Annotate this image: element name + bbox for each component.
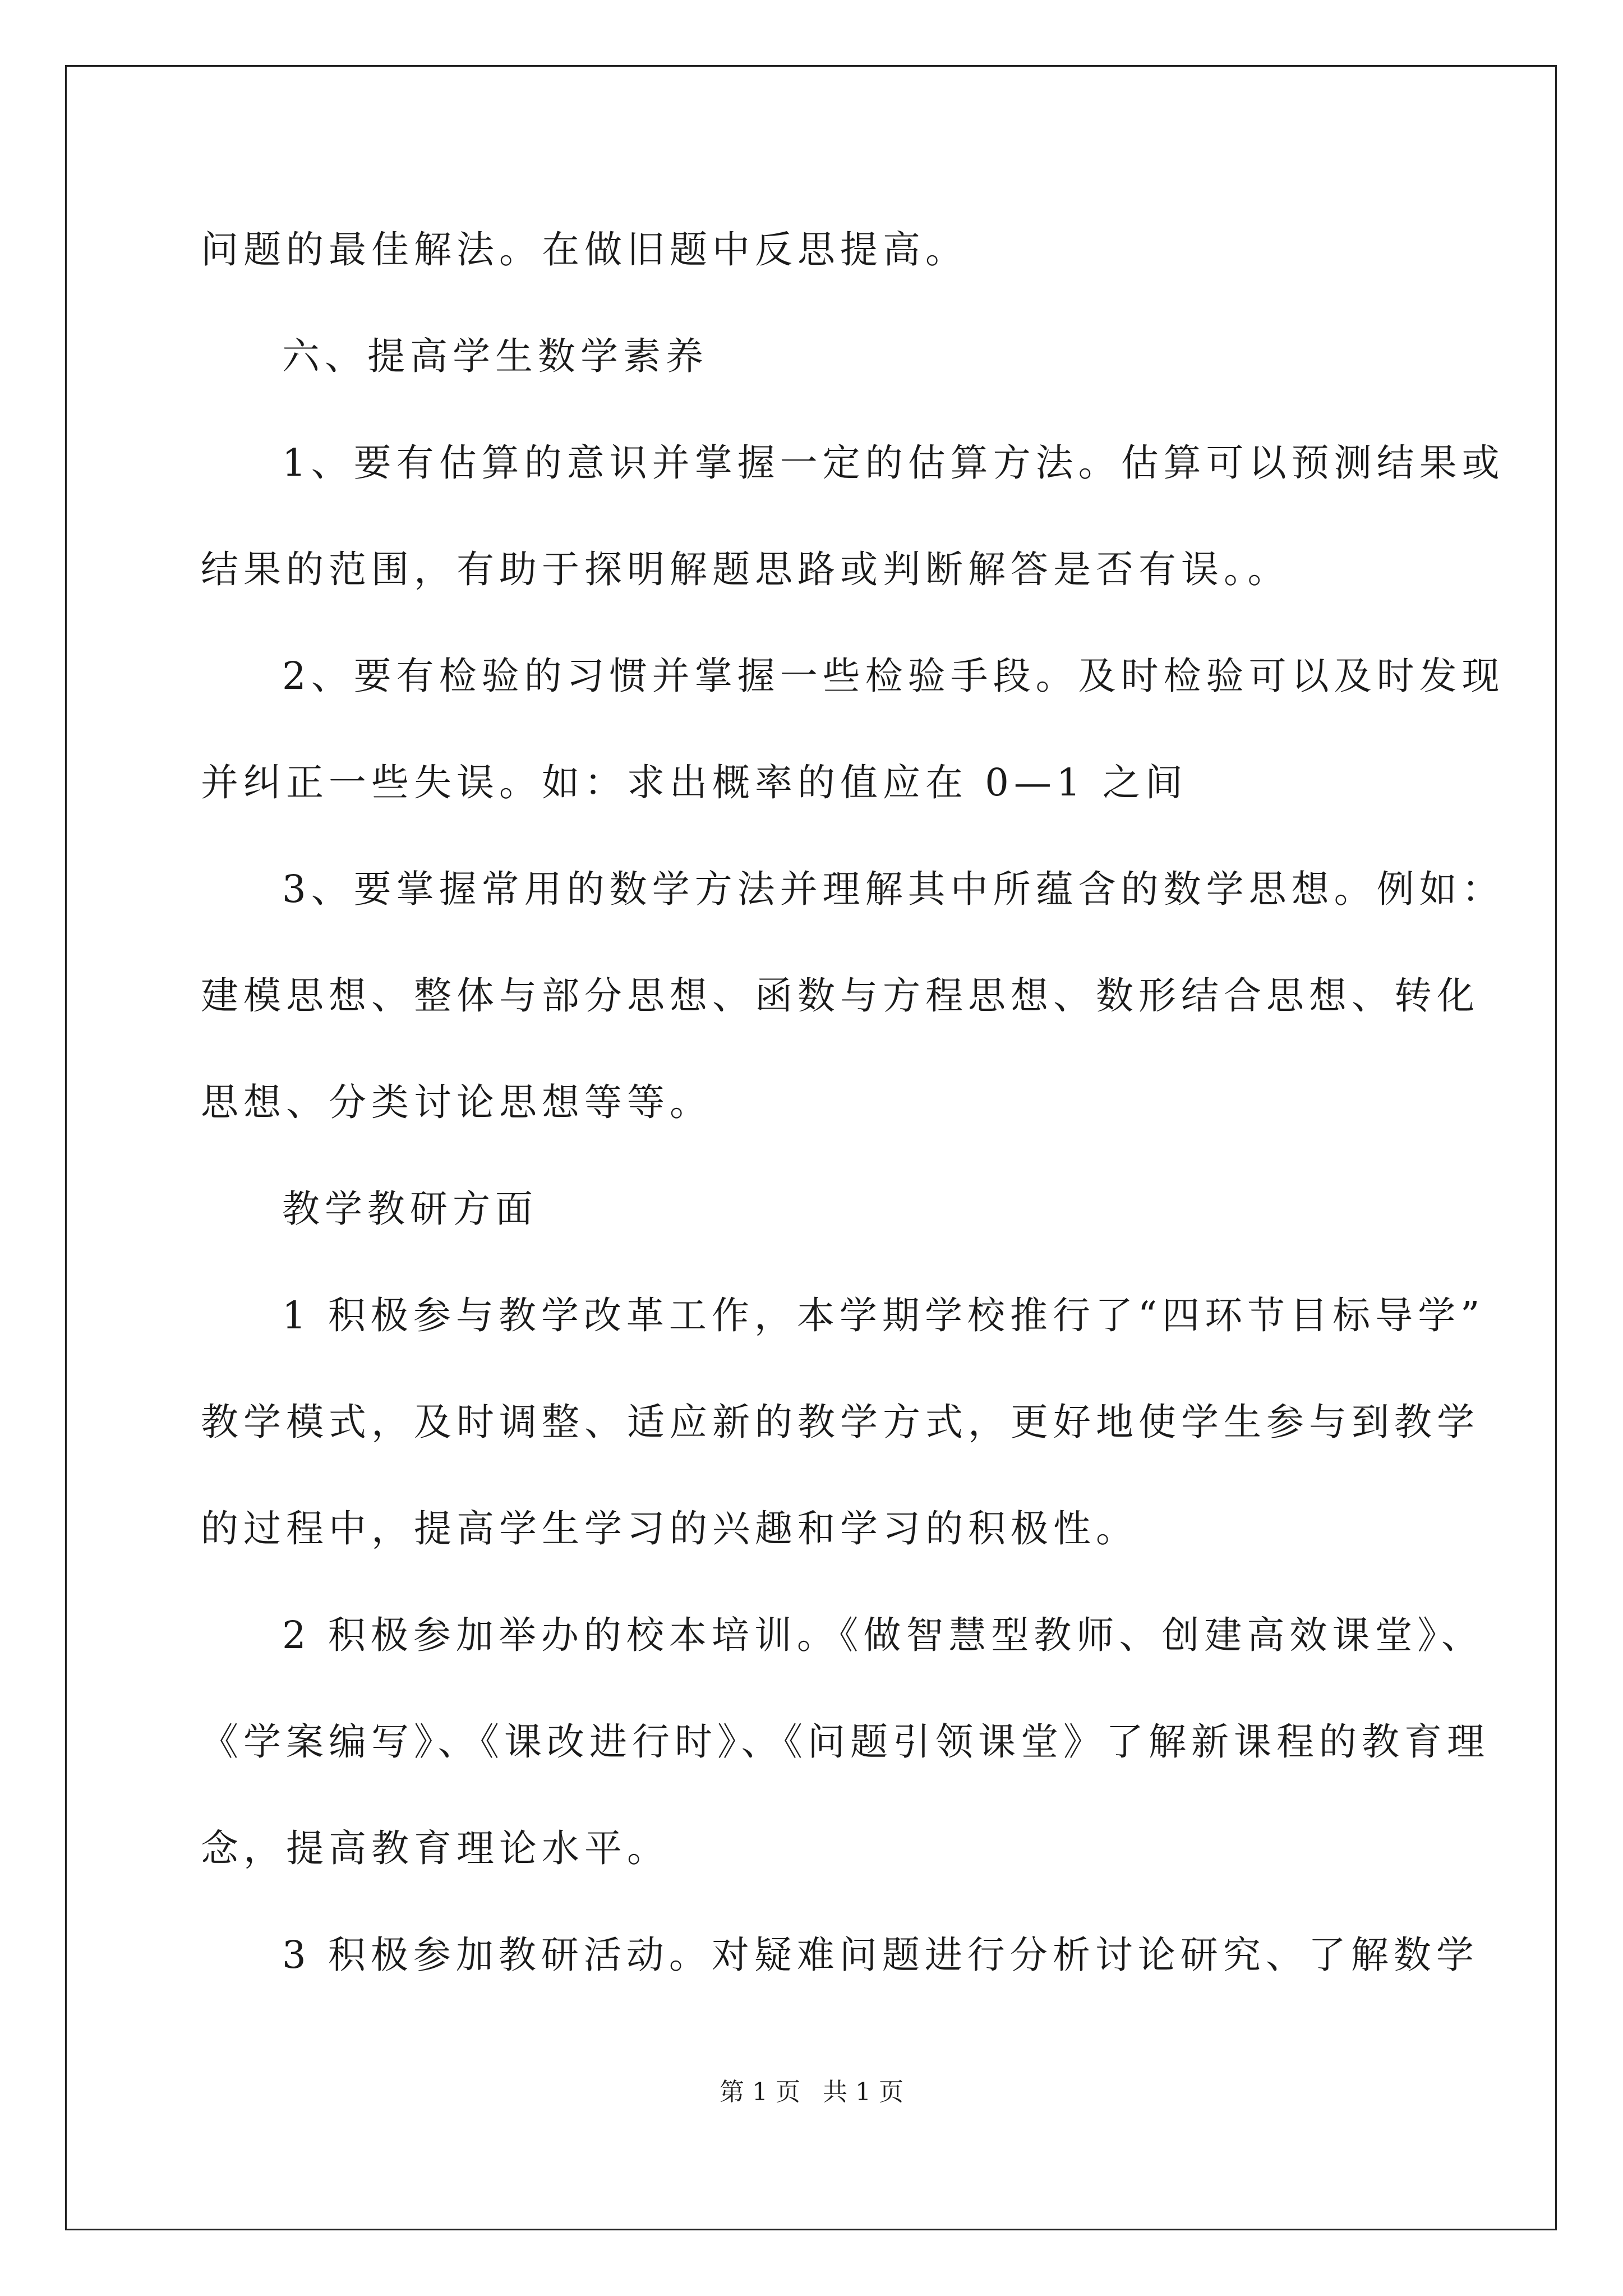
- text-line: 3、要掌握常用的数学方法并理解其中所蕴含的数学思想。例如：: [282, 867, 1505, 911]
- text-line: 思想、分类讨论思想等等。: [201, 1080, 712, 1124]
- section-heading: 教学教研方面: [282, 1187, 538, 1231]
- text-line: 建模思想、整体与部分思想、函数与方程思想、数形结合思想、转化: [201, 974, 1479, 1018]
- text-line: 的过程中，提高学生学习的兴趣和学习的积极性。: [201, 1507, 1138, 1550]
- text-line: 2 积极参加举办的校本培训。《做智慧型教师、创建高效课堂》、: [282, 1613, 1484, 1657]
- document-body: [201, 208, 1505, 2019]
- text-line: 2、要有检验的习惯并掌握一些检验手段。及时检验可以及时发现: [282, 654, 1505, 698]
- page-footer: [0, 2076, 1623, 2109]
- text-line: 3 积极参加教研活动。对疑难问题进行分析讨论研究、了解数学: [282, 1933, 1479, 1977]
- text-line: 念，提高教育理论水平。: [201, 1826, 670, 1870]
- text-line: 1、要有估算的意识并掌握一定的估算方法。估算可以预测结果或: [282, 441, 1505, 485]
- page-total: 共 1 页: [823, 2078, 903, 2106]
- text-line: 1 积极参与教学改革工作，本学期学校推行了“四环节目标导学”: [282, 1294, 1485, 1337]
- section-heading: 六、提高学生数学素养: [282, 334, 708, 378]
- text-line: 《学案编写》、《课改进行时》、《问题引领课堂》了解新课程的教育理: [201, 1720, 1490, 1764]
- text-line: 并纠正一些失误。如：求出概率的值应在 0—1 之间: [201, 761, 1188, 804]
- page-number: 第 1 页: [720, 2078, 800, 2106]
- text-line: 结果的范围，有助于探明解题思路或判断解答是否有误。。: [201, 547, 1290, 591]
- text-line: 教学模式，及时调整、适应新的教学方式，更好地使学生参与到教学: [201, 1400, 1479, 1444]
- text-line: 问题的最佳解法。在做旧题中反思提高。: [201, 228, 968, 272]
